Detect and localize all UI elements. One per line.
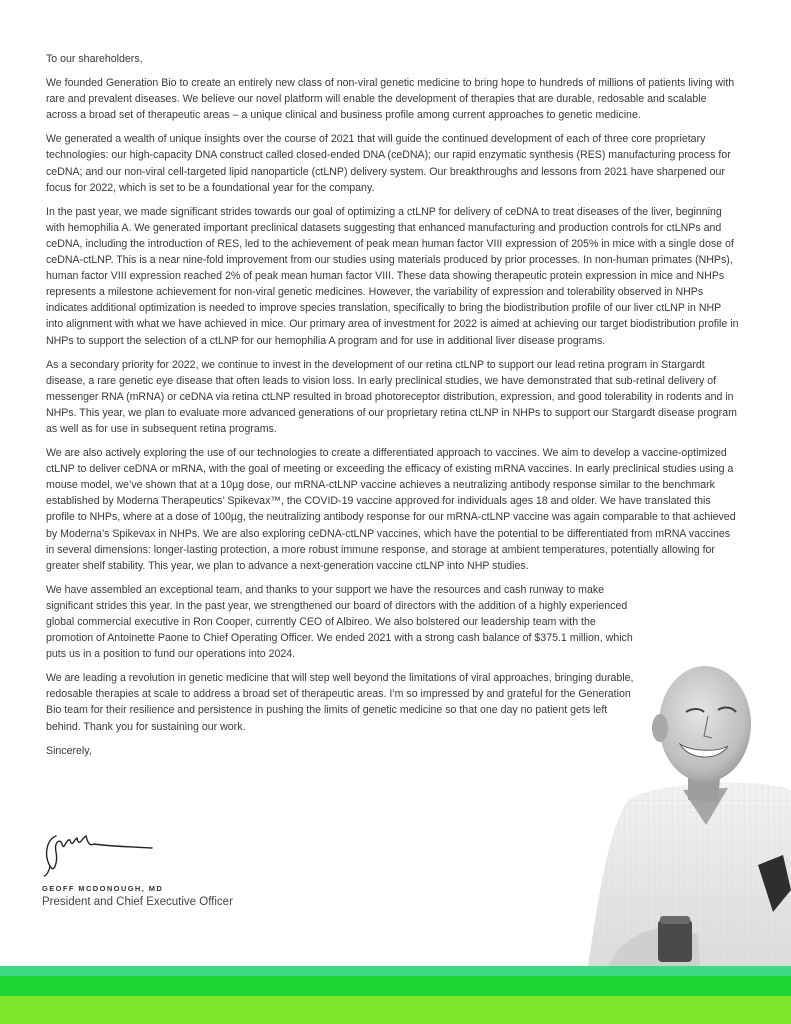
salutation: To our shareholders, — [46, 53, 143, 65]
letter-paragraph-6: We have assembled an exceptional team, and thanks to your support we have the resources and cash runway to make significant strides this year. In the past year, we strengthened our board of directors with the addition of a highly experienced global commercial executive in Ron Cooper, currently CEO of Albireo. We also bolstered our leadership team with the promotion of Antoinette Paone to Chief Operating Officer. We ended 2021 with a strong cash balance of $375.1 million, which puts us in a position to fund our operations into 2024. — [46, 583, 633, 661]
ceo-portrait — [588, 650, 791, 966]
signatory-title: President and Chief Executive Officer — [42, 896, 233, 908]
footer-band-top — [0, 966, 791, 976]
letter-paragraph-1: We founded Generation Bio to create an entirely new class of non-viral genetic medicine to bring hope to hundreds of millions of patients living with rare and prevalent diseases. We believe our novel platform will enable the development of therapies that are durable, redosable and scalable across a broad set of therapeutic areas – a unique clinical and business profile among current approaches to genetic medicine. — [46, 77, 735, 122]
letter-paragraph-3: In the past year, we made significant strides towards our goal of optimizing a ctLNP for delivery of ceDNA to treat diseases of the liver, beginning with hemophilia A. We generated important preclinical datasets suggesting that enhanced manufacturing and production controls for ctLNPs and ceDNA, including the introduction of RES, led to the achievement of peak mean human factor VIII expression of 205% in mice with a single dose of ceDNA-ctLNP. This is a near nine-fold improvement from our studies using materials produced by prior processes. In non-human primates (NHPs), human factor VIII expression reached 2% of peak mean human factor VIII. These data showing therapeutic protein expression in mice and NHPs represents a milestone achievement for non-viral genetic medicines. However, the variability of expression and tolerability observed in NHPs indicates additional optimization is needed to improve species translation, specifically to bring the biodistribution profile of our liver ctLNP in NHP into alignment with what we have achieved in mice. Our primary area of investment for 2022 is aimed at achieving our target biodistribution profile in NHPs to support the selection of a ctLNP for our hemophilia A program and for use in additional liver disease programs. — [46, 205, 739, 347]
letter-paragraph-5: We are also actively exploring the use of our technologies to create a differentiated approach to vaccines. We aim to develop a vaccine-optimized ctLNP to deliver ceDNA or mRNA, with the goal of meeting or exceeding the efficacy of existing mRNA vaccines. In early preclinical studies using a mouse model, we’ve shown that at a 10µg dose, our mRNA-ctLNP vaccine achieves a neutralizing antibody response similar to the benchmark established by Moderna Therapeutics’ Spikevax™, the COVID-19 vaccine approved for individuals ages 18 and older. We have translated this profile to NHPs, where at a dose of 100µg, the neutralizing antibody response for our mRNA-ctLNP vaccine was again comparable to that achieved by Moderna’s Spikevax in NHPs. We are also exploring ceDNA-ctLNP vaccines, which have the potential to be differentiated from mRNA vaccines in several dimensions: longer-lasting protection, a more robust immune response, and storage at ambient temperatures, potentially allowing for greater shelf stability. This year, we plan to advance a next-generation vaccine ctLNP into NHP studies. — [46, 447, 736, 572]
letter-paragraph-4: As a secondary priority for 2022, we continue to invest in the development of our retina ctLNP to support our lead retina program in Stargardt disease, a rare genetic eye disease that often leads to vision loss. In early preclinical studies, we have demonstrated that sub-retinal delivery of messenger RNA (mRNA) or ceDNA via retina ctLNP resulted in broad photoreceptor distribution, expression, and good tolerability in rodents and in NHPs. This year, we plan to evaluate more advanced generations of our proprietary retina ctLNP in NHPs to support our Stargardt disease program as well as for use in subsequent retina programs. — [46, 358, 737, 435]
footer-band-bottom — [0, 996, 791, 1024]
footer-band-middle — [0, 976, 791, 996]
signature-image — [42, 826, 162, 878]
signatory-name: GEOFF MCDONOUGH, MD — [42, 884, 164, 893]
letter-paragraph-7: We are leading a revolution in genetic medicine that will step well beyond the limitations of viral approaches, bringing durable, redosable therapies at scale to address a broad set of therapeutic areas. I’m so impressed by and grateful for the Generation Bio team for their resilience and persistence in pushing the limits of genetic medicine so that one day no patient gets left behind. Thank you for sustaining our work. — [46, 672, 634, 733]
closing: Sincerely, — [46, 744, 92, 757]
letter-paragraph-2: We generated a wealth of unique insights over the course of 2021 that will guide the continued development of each of three core proprietary technologies: our high-capacity DNA construct called closed-ended DNA (ceDNA); our rapid enzymatic synthesis (RES) manufacturing process for ceDNA; and our non-viral cell-targeted lipid nanoparticle (ctLNP) delivery system. Our breakthroughs and lessons from 2021 have sharpened our focus for 2022, which is set to be a foundational year for the company. — [46, 133, 731, 194]
